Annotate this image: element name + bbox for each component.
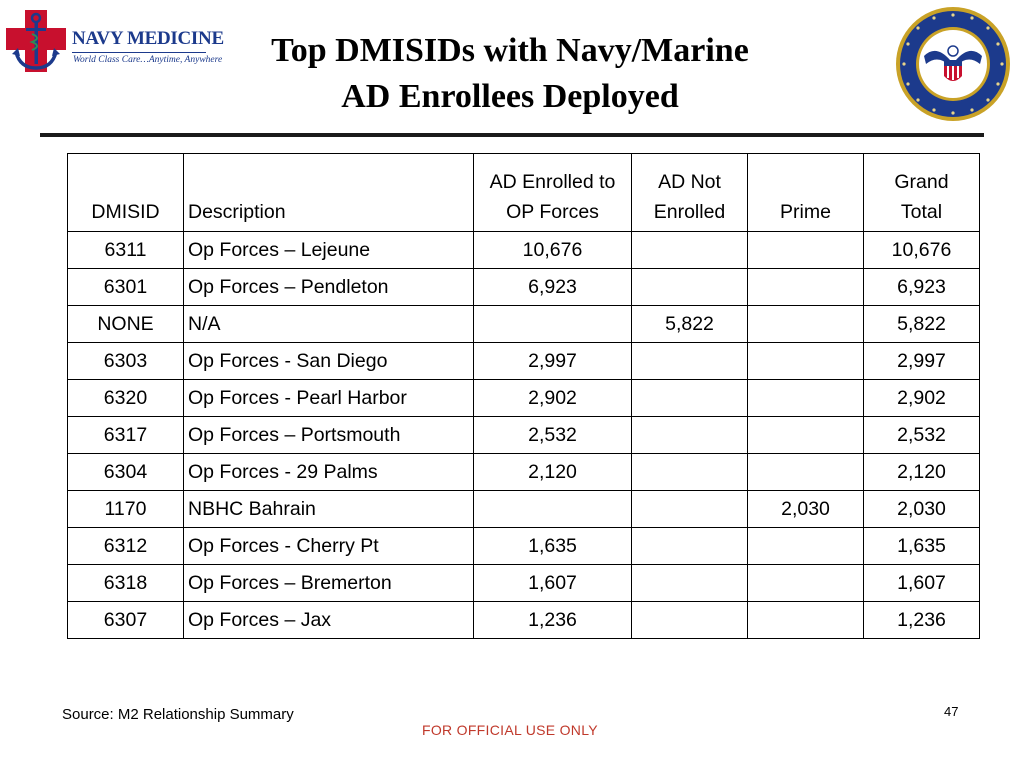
- table-cell: 1,236: [864, 602, 980, 639]
- table-row: [68, 269, 980, 306]
- logo-divider: [72, 52, 206, 53]
- table-cell: [632, 380, 748, 417]
- table-cell: 1170: [68, 491, 184, 528]
- column-header-line: Enrolled: [653, 201, 726, 223]
- table-cell: 2,532: [474, 417, 632, 454]
- column-header: [864, 154, 980, 232]
- table-cell: [632, 232, 748, 269]
- table-cell: Op Forces - Pearl Harbor: [184, 380, 474, 417]
- table-cell: [748, 454, 864, 491]
- logo-tagline: World Class Care…Anytime, Anywhere: [73, 55, 223, 65]
- table-cell: 6312: [68, 528, 184, 565]
- column-header-line: Description: [188, 201, 286, 223]
- classification-label: FOR OFFICIAL USE ONLY: [422, 722, 598, 738]
- table-cell: [474, 306, 632, 343]
- table-row: [68, 417, 980, 454]
- column-header: [474, 154, 632, 232]
- logo-name: NAVY MEDICINE: [72, 28, 224, 49]
- table-row: [68, 306, 980, 343]
- table-cell: 6320: [68, 380, 184, 417]
- source-note: Source: M2 Relationship Summary: [62, 706, 294, 723]
- title-line-2: AD Enrollees Deployed: [341, 78, 679, 115]
- table-cell: [748, 306, 864, 343]
- table-row: [68, 565, 980, 602]
- table-body: [68, 232, 980, 639]
- table-cell: Op Forces – Lejeune: [184, 232, 474, 269]
- table-cell: [632, 417, 748, 454]
- column-header-line: Prime: [780, 201, 831, 223]
- table-cell: 1,607: [474, 565, 632, 602]
- table-cell: [748, 417, 864, 454]
- table-cell: [748, 528, 864, 565]
- table-cell: [632, 565, 748, 602]
- table-cell: 6,923: [864, 269, 980, 306]
- table-cell: Op Forces – Bremerton: [184, 565, 474, 602]
- table-cell: 2,120: [474, 454, 632, 491]
- table-cell: 6318: [68, 565, 184, 602]
- table-cell: [748, 565, 864, 602]
- navy-medicine-logo: [2, 6, 224, 78]
- table-header-row: [68, 154, 980, 232]
- table-cell: 2,902: [864, 380, 980, 417]
- column-header: [632, 154, 748, 232]
- table-row: [68, 528, 980, 565]
- table-cell: 5,822: [864, 306, 980, 343]
- page-number: 47: [944, 704, 959, 719]
- bumed-seal: [894, 4, 1012, 124]
- table-row: [68, 380, 980, 417]
- table-cell: 1,635: [864, 528, 980, 565]
- table-cell: 2,120: [864, 454, 980, 491]
- table-cell: 5,822: [632, 306, 748, 343]
- table-cell: 6304: [68, 454, 184, 491]
- table-cell: Op Forces - Cherry Pt: [184, 528, 474, 565]
- table-cell: [632, 454, 748, 491]
- table-cell: [474, 491, 632, 528]
- table-cell: NONE: [68, 306, 184, 343]
- table-cell: Op Forces - San Diego: [184, 343, 474, 380]
- anchor-cross-icon: [2, 6, 72, 78]
- table-cell: [632, 269, 748, 306]
- table-row: [68, 491, 980, 528]
- table-row: [68, 454, 980, 491]
- dmisid-table: [67, 153, 980, 639]
- column-header-line: OP Forces: [506, 201, 599, 223]
- table-cell: N/A: [184, 306, 474, 343]
- table-row: [68, 232, 980, 269]
- page-title: [230, 28, 790, 120]
- table-cell: Op Forces – Pendleton: [184, 269, 474, 306]
- table-cell: 6301: [68, 269, 184, 306]
- table-cell: 6303: [68, 343, 184, 380]
- table-cell: Op Forces - 29 Palms: [184, 454, 474, 491]
- header-divider: [40, 133, 984, 137]
- table-cell: Op Forces – Portsmouth: [184, 417, 474, 454]
- table-cell: 2,030: [864, 491, 980, 528]
- table-cell: 2,997: [864, 343, 980, 380]
- table-cell: 6,923: [474, 269, 632, 306]
- table-cell: 1,635: [474, 528, 632, 565]
- table-cell: 2,997: [474, 343, 632, 380]
- table-cell: [632, 491, 748, 528]
- table-cell: 2,030: [748, 491, 864, 528]
- table-row: [68, 602, 980, 639]
- bumed-seal-icon: [894, 4, 1012, 124]
- table-cell: 6307: [68, 602, 184, 639]
- table-cell: 2,902: [474, 380, 632, 417]
- table-cell: 10,676: [474, 232, 632, 269]
- table-cell: 6317: [68, 417, 184, 454]
- title-line-1: Top DMISIDs with Navy/Marine: [271, 32, 749, 69]
- column-header-line: AD Enrolled to: [489, 171, 616, 193]
- table-cell: NBHC Bahrain: [184, 491, 474, 528]
- table-cell: [632, 602, 748, 639]
- table-cell: [748, 232, 864, 269]
- table-cell: [632, 528, 748, 565]
- table-cell: Op Forces – Jax: [184, 602, 474, 639]
- table-cell: 2,532: [864, 417, 980, 454]
- column-header-line: DMISID: [91, 201, 160, 223]
- table-row: [68, 343, 980, 380]
- table-cell: 6311: [68, 232, 184, 269]
- table-cell: 1,236: [474, 602, 632, 639]
- column-header-line: AD Not: [658, 171, 721, 193]
- table-cell: [748, 269, 864, 306]
- column-header: [68, 154, 184, 232]
- table-cell: 10,676: [864, 232, 980, 269]
- column-header: [748, 154, 864, 232]
- table-cell: [748, 343, 864, 380]
- table-cell: [748, 380, 864, 417]
- table-cell: [748, 602, 864, 639]
- table-cell: [632, 343, 748, 380]
- column-header: [184, 154, 474, 232]
- column-header-line: Total: [900, 201, 943, 223]
- column-header-line: Grand: [894, 171, 949, 193]
- table-cell: 1,607: [864, 565, 980, 602]
